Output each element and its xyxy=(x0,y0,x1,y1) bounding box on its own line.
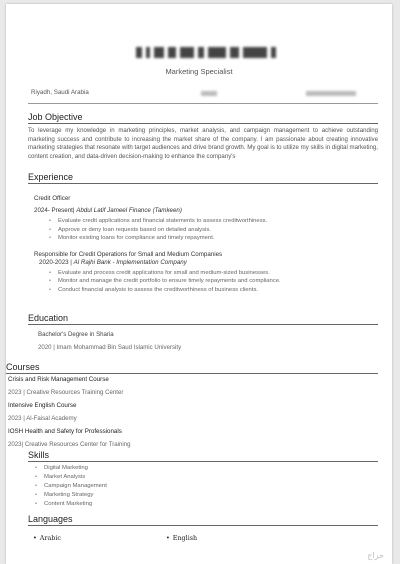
list-item: • Marketing Strategy xyxy=(44,491,378,500)
blurred-name xyxy=(136,45,296,59)
header-divider xyxy=(28,103,378,104)
list-item: • Monitor existing loans for compliance and timely repayment. xyxy=(58,234,378,243)
blurred-contact xyxy=(306,91,356,96)
job-dates: 2024- Present| xyxy=(34,207,75,214)
courses-section xyxy=(6,362,378,448)
skills-list xyxy=(6,464,378,509)
job-role: Credit Officer xyxy=(34,195,71,202)
list-item: • Monitor and manage the credit portfolio to ensure timely repayments and compliance. xyxy=(58,277,378,286)
section-rule xyxy=(28,123,378,124)
list-item: • Approve or deny loan requests based on detailed analysis. xyxy=(58,226,378,235)
location-text: Riyadh, Saudi Arabia xyxy=(31,89,89,96)
list-item: • Conduct financial analysis to assess the creditworthiness of business clients. xyxy=(58,286,378,295)
education-section xyxy=(28,313,378,351)
job-title-header: Marketing Specialist xyxy=(165,67,233,76)
experience-section xyxy=(28,172,378,294)
blurred-contact xyxy=(201,91,217,96)
course-list xyxy=(8,376,378,448)
section-heading: Job Objective xyxy=(28,112,83,122)
education-detail: 2020 | Imam Mohammad Bin Saud Islamic University xyxy=(38,344,182,351)
section-heading: Education xyxy=(28,313,69,323)
job-company: Al Rajhi Bank - Implementation Company xyxy=(73,258,187,266)
language-item: • English xyxy=(166,534,197,542)
job-bullets xyxy=(28,217,378,243)
job-role: Responsible for Credit Operations for Small and Medium Companies xyxy=(34,250,223,258)
job-dates: 2020-2023 | xyxy=(39,258,72,266)
job-entry xyxy=(28,195,378,243)
degree-text: Bachelor's Degree in Sharia xyxy=(38,331,114,338)
skills-section xyxy=(6,450,378,509)
course-detail: 2023 | Creative Resources Training Center xyxy=(8,389,124,396)
section-rule xyxy=(6,373,378,374)
section-rule xyxy=(28,324,378,325)
list-item: • Digital Marketing xyxy=(44,464,378,473)
section-heading: Experience xyxy=(28,172,74,182)
section-rule xyxy=(28,525,378,526)
course-title: Intensive English Course xyxy=(8,402,77,409)
section-heading: Skills xyxy=(28,450,50,460)
language-item: • Arabic xyxy=(33,534,61,542)
languages-section xyxy=(6,514,378,554)
objective-text: To leverage my knowledge in marketing principles, market analysis, and campaign management to achieve outstanding marketing success and contribute to increasing the market share of the company. I am passionate about creating innovative marketing strategies that resonate with target audiences and drive brand growth. My goal is to utilize my skills in digital marketing, content creation, and data-driven decision-making to enhance the company's xyxy=(28,127,378,160)
section-heading: Courses xyxy=(6,362,40,372)
course-detail: 2023 | Al-Faisal Academy xyxy=(8,415,77,422)
objective-section xyxy=(28,112,378,161)
section-rule xyxy=(28,461,378,462)
list-item: • Market Analysis xyxy=(44,473,378,482)
job-company-line xyxy=(34,207,378,214)
section-heading: Languages xyxy=(28,514,73,524)
list-item: • Campaign Management xyxy=(44,482,378,491)
course-detail: 2023| Creative Resources Center for Training xyxy=(8,441,131,448)
watermark-logo: حراج xyxy=(367,551,384,560)
job-company: Abdul Latif Jameel Finance (Tamkeen) xyxy=(76,207,182,214)
list-item: • Evaluate and process credit applications for small and medium-sized businesses. xyxy=(58,269,378,278)
job-bullets xyxy=(28,269,378,295)
section-rule xyxy=(28,183,378,184)
job-entry xyxy=(28,251,378,295)
course-title: IOSH Health and Safety for Professionals xyxy=(8,428,122,435)
list-item: • Content Marketing xyxy=(44,500,378,509)
job-company-line xyxy=(39,259,378,266)
resume-page xyxy=(6,4,392,564)
list-item: • Evaluate credit applications and financial statements to assess creditworthiness. xyxy=(58,217,378,226)
course-title: Crisis and Risk Management Course xyxy=(8,376,109,383)
